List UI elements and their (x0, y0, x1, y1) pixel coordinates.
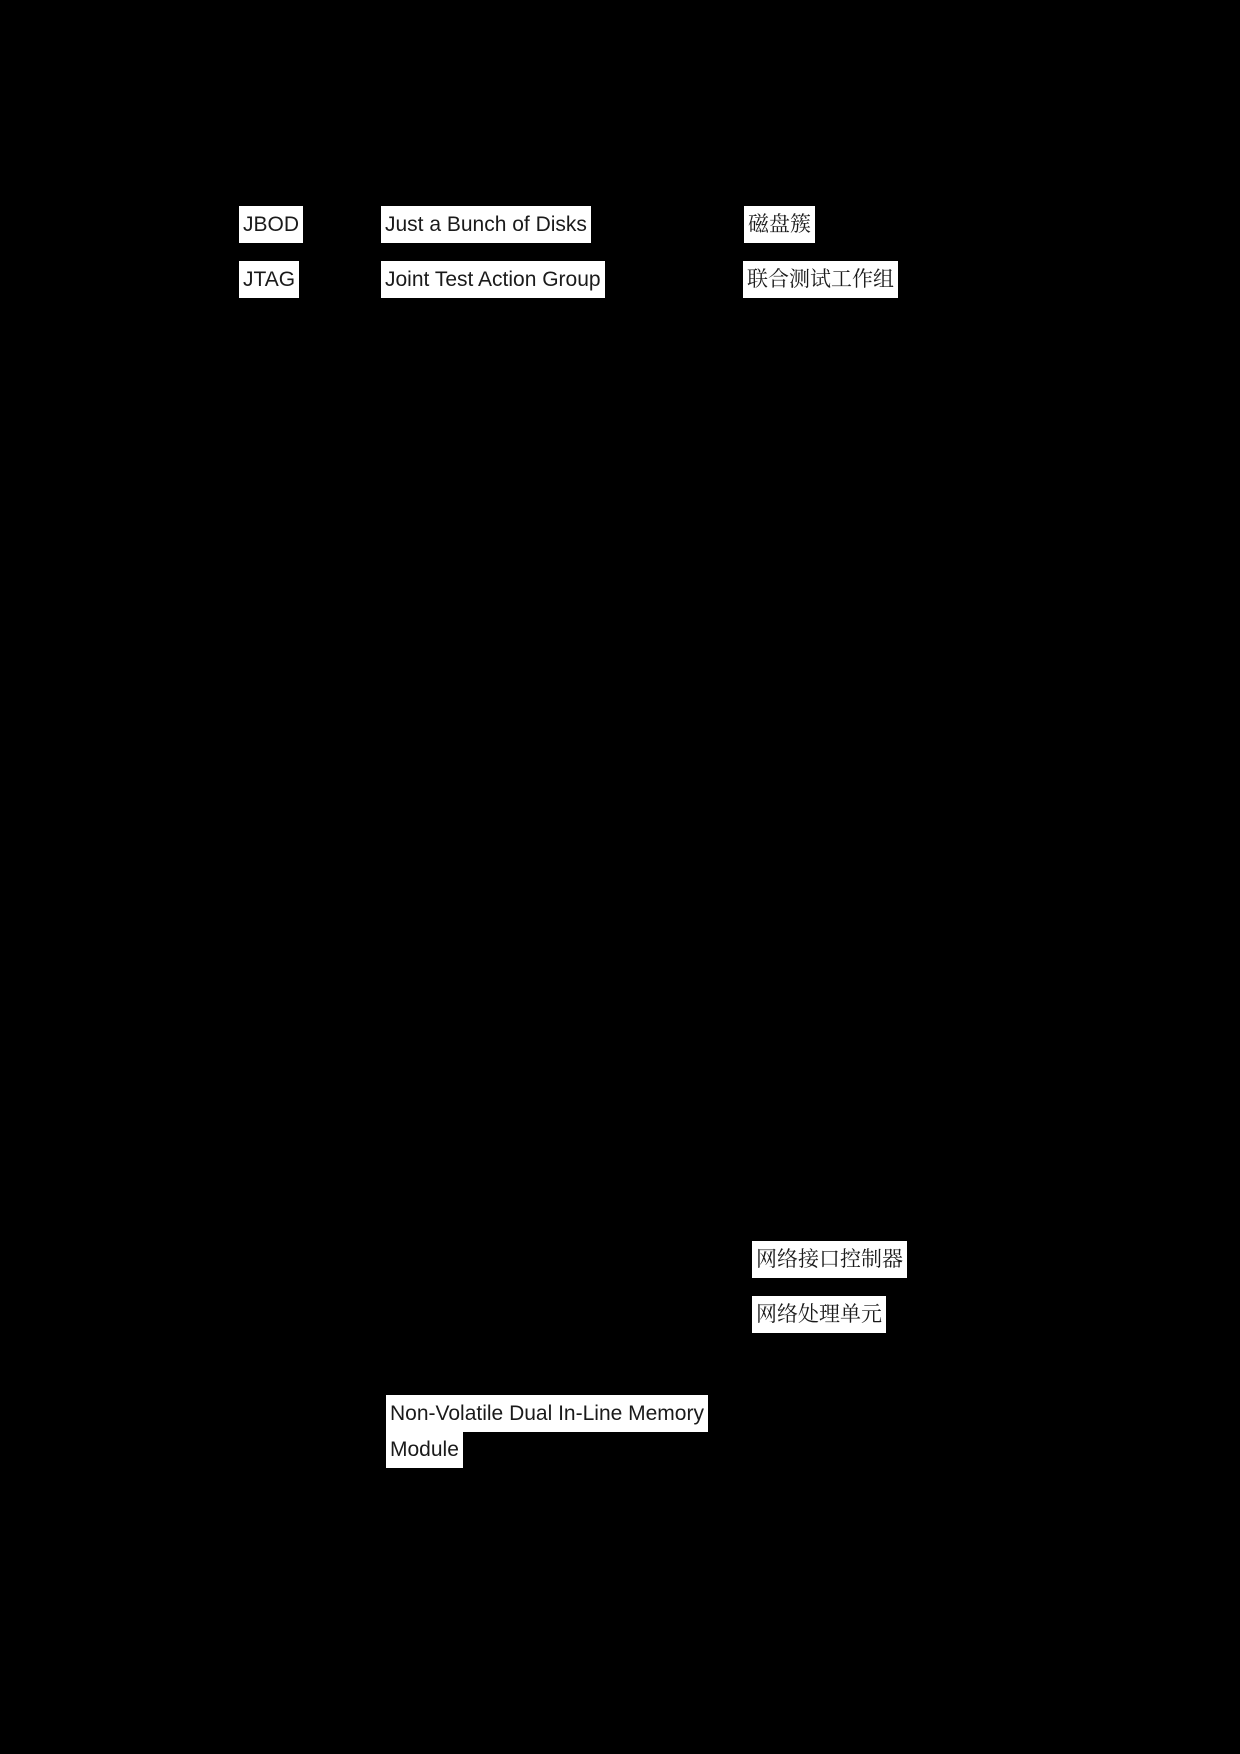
glossary-chinese-npu: 网络处理单元 (752, 1296, 886, 1333)
glossary-fullname-nvdimm-line2: Module (386, 1431, 463, 1468)
glossary-abbr-jbod: JBOD (239, 206, 303, 243)
glossary-abbr-jtag: JTAG (239, 261, 299, 298)
glossary-fullname-jbod: Just a Bunch of Disks (381, 206, 591, 243)
glossary-fullname-nvdimm-line1: Non-Volatile Dual In-Line Memory (386, 1395, 708, 1432)
glossary-chinese-jbod: 磁盘簇 (744, 206, 815, 243)
glossary-chinese-nic: 网络接口控制器 (752, 1241, 907, 1278)
glossary-chinese-jtag: 联合测试工作组 (743, 261, 898, 298)
glossary-fullname-jtag: Joint Test Action Group (381, 261, 605, 298)
